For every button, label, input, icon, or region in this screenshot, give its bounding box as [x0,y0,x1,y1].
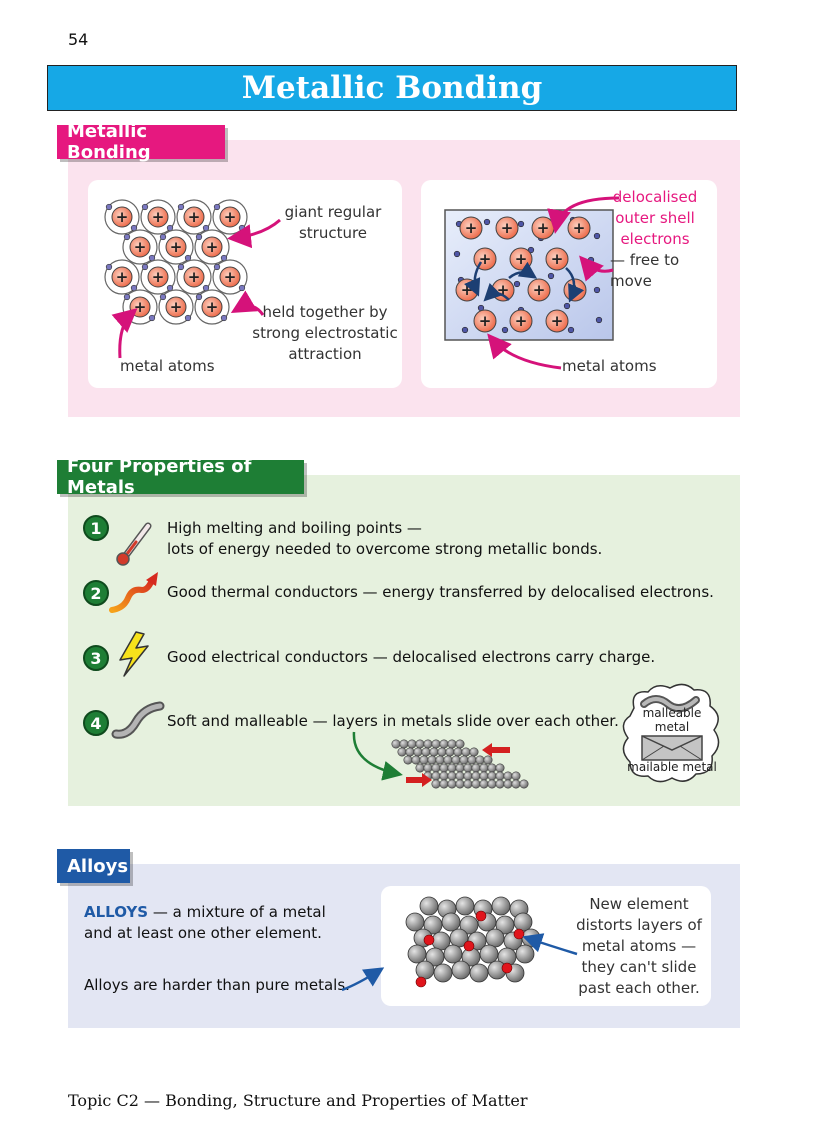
layer-atom [488,780,496,788]
layer-atom [406,748,414,756]
delocalised-electron [548,273,554,279]
alloy-metal-atom [456,897,474,915]
layer-atom [504,780,512,788]
svg-text:+: + [572,219,586,237]
layer-atom [440,780,448,788]
layer-atom [400,740,408,748]
layer-atom [408,740,416,748]
layer-atom [456,780,464,788]
alloy-element-atom [502,963,512,973]
alloys-tab: Alloys [57,849,130,883]
alloy-metal-atom [442,913,460,931]
electron-dot [178,264,184,270]
layer-atom [452,756,460,764]
property-number-1: 1 [83,515,109,541]
metal-atom [177,260,211,294]
metal-atom [141,260,175,294]
property-number-2: 2 [83,580,109,606]
cloud-label-malleable: malleable metal [642,706,702,734]
svg-text:+: + [223,208,237,226]
alloy-metal-atom [480,945,498,963]
alloy-metal-atom [406,913,424,931]
layer-atom [440,772,448,780]
electron-dot [160,294,166,300]
properties-tab: Four Properties of Metals [57,460,304,494]
page-footer: Topic C2 — Bonding, Structure and Properties of Matter [68,1091,528,1110]
metal-ion [532,217,554,239]
electron-dot [106,204,112,210]
layer-atom [416,740,424,748]
page-title-bar [47,65,737,111]
metal-atom [195,290,229,324]
layer-atom [512,780,520,788]
layer-atom [432,764,440,772]
metal-ion [496,217,518,239]
metal-atom [105,200,139,234]
metallic-bonding-tab: Metallic Bonding [57,125,225,159]
metal-ion [568,217,590,239]
delocalised-electron [568,327,574,333]
alloy-metal-atom [522,929,540,947]
layer-atom [438,748,446,756]
alloy-element-atom [476,911,486,921]
electron-dot [178,204,184,210]
metal-atom [105,260,139,294]
layer-atom [440,764,448,772]
svg-text:+: + [514,250,528,268]
property-4-text: Soft and malleable — layers in metals slide over each other. [167,712,619,730]
layer-atom [436,756,444,764]
electron-dot [239,285,245,291]
alloy-element-atom [464,941,474,951]
svg-text:+: + [460,281,474,299]
layer-atom [472,772,480,780]
metal-ion [510,248,532,270]
electron-dot [160,234,166,240]
property-1-line1: High melting and boiling points — [167,519,422,537]
svg-text:+: + [151,268,165,286]
svg-text:+: + [223,268,237,286]
label-free-to-move: — free to move [610,251,680,290]
alloys-keyword: ALLOYS [84,903,149,921]
layer-atom [448,740,456,748]
delocalised-electron [518,221,524,227]
delocalised-electron [596,317,602,323]
layer-atom [460,756,468,764]
layer-atom [422,748,430,756]
layer-atom [480,780,488,788]
layer-atom [512,772,520,780]
svg-text:+: + [151,208,165,226]
layer-atom [414,748,422,756]
layer-atom [472,780,480,788]
electron-dot [214,204,220,210]
layer-atom [440,740,448,748]
svg-text:+: + [496,281,510,299]
alloy-metal-atom [516,945,534,963]
metal-ion [474,310,496,332]
alloy-metal-atom [434,964,452,982]
thermal-arrow-icon [108,568,166,618]
alloy-metal-atom [492,897,510,915]
delocalised-electron [462,327,468,333]
layer-atom [464,780,472,788]
alloy-element-atom [416,977,426,987]
layer-atom [480,772,488,780]
svg-text:+: + [115,268,129,286]
delocalised-electron [502,327,508,333]
metal-ion [546,248,568,270]
metal-atom [195,230,229,264]
alloy-metal-atom [408,945,426,963]
delocalised-electron [514,281,520,287]
layer-atom [432,780,440,788]
layer-atom [428,756,436,764]
layer-atom [398,748,406,756]
layer-atom [420,756,428,764]
layer-atom [412,756,420,764]
property-1-line2: lots of energy needed to overcome strong metallic bonds. [167,540,603,558]
svg-text:+: + [205,238,219,256]
layer-atom [496,764,504,772]
delocalised-electron [594,233,600,239]
alloy-metal-atom [514,913,532,931]
alloys-definition [84,902,344,944]
layer-atom [504,772,512,780]
metal-ion [492,279,514,301]
alloy-note: New element distorts layers of metal atoms — they can't slide past each other. [576,895,702,997]
layer-atom [464,764,472,772]
layer-atom [448,764,456,772]
metal-ion [546,310,568,332]
metal-atom [141,200,175,234]
layer-atom [480,764,488,772]
layer-atom [468,756,476,764]
layer-atom [444,756,452,764]
layer-atom [448,780,456,788]
delocalised-electron [564,303,570,309]
electron-dot [142,204,148,210]
svg-text:+: + [464,219,478,237]
svg-text:+: + [514,312,528,330]
svg-text:+: + [115,208,129,226]
metal-atom [213,200,247,234]
label-giant-regular-structure: giant regular structure [284,203,382,242]
svg-text:+: + [133,298,147,316]
property-2-text: Good thermal conductors — energy transferred by delocalised electrons. [167,583,714,601]
electron-dot [142,264,148,270]
lightning-icon [114,630,154,678]
svg-text:+: + [568,281,582,299]
layer-atom [456,772,464,780]
alloy-metal-atom [470,964,488,982]
svg-text:+: + [205,298,219,316]
svg-text:+: + [550,312,564,330]
alloys-definition-text: — a mixture of a metal and at least one other element. [84,903,326,942]
layer-atom [446,748,454,756]
svg-text:+: + [478,312,492,330]
metal-atom [177,200,211,234]
delocalised-electron [454,251,460,257]
layer-atom [448,772,456,780]
alloys-pointer-arrow [338,962,390,996]
layer-atom [432,772,440,780]
alloy-metal-atom [452,961,470,979]
layer-atom [476,756,484,764]
metal-atom [159,290,193,324]
layer-atom [496,780,504,788]
svg-text:+: + [169,238,183,256]
layer-atom [456,740,464,748]
property-number-4: 4 [83,710,109,736]
alloy-metal-atom [486,929,504,947]
metal-atom [213,260,247,294]
metal-atom [159,230,193,264]
alloys-harder-text: Alloys are harder than pure metals. [84,976,350,994]
svg-text:+: + [478,250,492,268]
label-held-together: held together by strong electrostatic attraction [252,303,398,363]
alloy-metal-atom [416,961,434,979]
cloud-label-mailable: mailable metal [627,760,717,774]
electron-dot [221,315,227,321]
electron-dot [106,264,112,270]
layer-atom [496,772,504,780]
svg-text:+: + [187,268,201,286]
svg-text:+: + [187,208,201,226]
delocalised-electron [588,257,594,263]
layer-atom [488,772,496,780]
layer-atom [488,764,496,772]
layer-atom [456,764,464,772]
svg-text:+: + [500,219,514,237]
delocalised-electron [484,219,490,225]
electron-dot [239,225,245,231]
alloy-metal-atom [444,945,462,963]
electron-dot [214,264,220,270]
layer-atom [484,756,492,764]
layer-atom [392,740,400,748]
alloy-element-atom [424,935,434,945]
property-3-text: Good electrical conductors — delocalised electrons carry charge. [167,648,656,666]
metal-ion [528,279,550,301]
property-number-3: 3 [83,645,109,671]
delocalised-electron [594,287,600,293]
svg-text:+: + [536,219,550,237]
layer-atom [424,764,432,772]
metal-atom [123,230,157,264]
alloy-metal-atom [420,897,438,915]
electron-dot [124,234,130,240]
layer-atom [416,764,424,772]
svg-text:+: + [133,238,147,256]
electron-dot [196,294,202,300]
electron-dot [185,315,191,321]
alloy-element-atom [514,929,524,939]
layer-atom [404,756,412,764]
page-title: Metallic Bonding [241,70,543,106]
layer-atom [432,740,440,748]
bent-metal-icon [110,698,166,742]
layer-atom [520,780,528,788]
label-delocalised-electrons: delocalised outer shell electrons [612,188,698,248]
electron-dot [149,315,155,321]
layer-atom [430,748,438,756]
layer-atom [464,772,472,780]
layer-atom [424,740,432,748]
layer-atom [462,748,470,756]
layer-atom [454,748,462,756]
svg-text:+: + [532,281,546,299]
svg-text:+: + [169,298,183,316]
metal-ion [460,217,482,239]
electron-dot [124,294,130,300]
thermometer-icon [112,518,156,566]
page-number: 54 [68,30,89,49]
label-metal-atoms-left: metal atoms [120,357,215,375]
layer-atom [472,764,480,772]
electron-dot [196,234,202,240]
sliding-layers-diagram [340,730,530,798]
metal-ion [510,310,532,332]
layer-atom [470,748,478,756]
svg-text:+: + [550,250,564,268]
label-metal-atoms-right: metal atoms [562,357,657,375]
